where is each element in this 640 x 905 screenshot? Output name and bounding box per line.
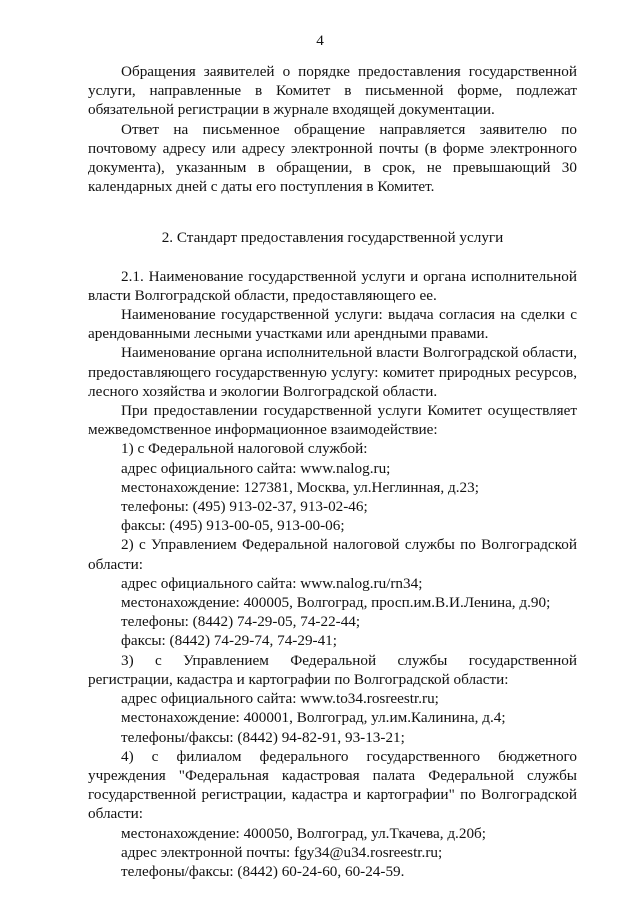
agency-phones-faxes: телефоны/факсы: (8442) 94-82-91, 93-13-21; <box>121 728 405 746</box>
agency-block-2 <box>88 535 577 650</box>
section-heading: 2. Стандарт предоставления государственной услуги <box>161 229 504 247</box>
agency-title: 2) с Управлением Федеральной налоговой службы по Волгоградской области: <box>88 536 577 573</box>
paragraph-interaction: При предоставлении государственной услуги Комитет осуществляет межведомственное информационное взаимодействие: <box>88 402 577 439</box>
agency-phones: телефоны: (495) 913-02-37, 913-02-46; <box>121 498 368 516</box>
agency-block-3 <box>88 651 577 747</box>
paragraph-service-name: Наименование государственной услуги: выдача согласия на сделки с арендованными лесными участками или арендными правами. <box>88 306 577 343</box>
page-number: 4 <box>316 32 324 49</box>
agency-location: местонахождение: 400001, Волгоград, ул.им.Калинина, д.4; <box>121 709 506 727</box>
agency-location: местонахождение: 127381, Москва, ул.Неглинная, д.23; <box>121 478 479 496</box>
agency-faxes: факсы: (495) 913-00-05, 913-00-06; <box>121 517 345 535</box>
intro-paragraph-2: Ответ на письменное обращение направляется заявителю по почтовому адресу или адресу электронной почты (в форме электронного документа), указанным в обращении, в срок, не превышающий 30 календарных дней с даты его поступления в Комитет. <box>88 120 577 196</box>
document-body <box>88 62 577 881</box>
agency-website: адрес официального сайта: www.to34.rosreestr.ru; <box>121 690 439 708</box>
agency-title: 3) с Управлением Федеральной службы государственной регистрации, кадастра и картографии по Волгоградской области: <box>88 651 577 688</box>
agency-title: 4) с филиалом федерального государственного бюджетного учреждения "Федеральная кадастровая палата Федеральной службы государственной регистрации, кадастра и картографии" по Волгоградской области: <box>88 747 577 823</box>
agency-faxes: факсы: (8442) 74-29-74, 74-29-41; <box>121 632 337 650</box>
paragraph-authority-name: Наименование органа исполнительной власти Волгоградской области, предоставляющего государственную услугу: комитет природных ресурсов, лесного хозяйства и экологии Волгоградской области. <box>88 344 577 400</box>
agency-location: местонахождение: 400050, Волгоград, ул.Ткачева, д.20б; <box>121 824 486 842</box>
paragraph-2-1: 2.1. Наименование государственной услуги и органа исполнительной власти Волгоградской области, предоставляющего ее. <box>88 267 577 304</box>
agency-website: адрес официального сайта: www.nalog.ru/rn34; <box>121 574 423 592</box>
agency-website: адрес официального сайта: www.nalog.ru; <box>121 459 391 477</box>
agency-phones: телефоны: (8442) 74-29-05, 74-22-44; <box>121 613 361 631</box>
agency-block-1 <box>88 439 577 535</box>
agency-block-4 <box>88 747 577 881</box>
intro-paragraph-1: Обращения заявителей о порядке предоставления государственной услуги, направленные в Комитет в письменной форме, подлежат обязательной регистрации в журнале входящей документации. <box>88 63 577 119</box>
agency-phones-faxes: телефоны/факсы: (8442) 60-24-60, 60-24-59. <box>121 862 405 880</box>
agency-location: местонахождение: 400005, Волгоград, просп.им.В.И.Ленина, д.90; <box>121 594 551 612</box>
agency-title: 1) с Федеральной налоговой службой: <box>121 440 368 458</box>
agency-email: адрес электронной почты: fgy34@u34.rosreestr.ru; <box>121 843 443 861</box>
